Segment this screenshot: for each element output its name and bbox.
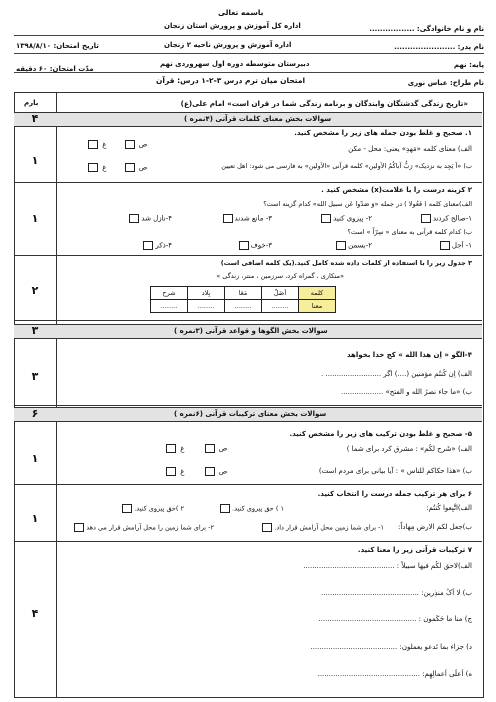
q6-a-option-1-checkbox[interactable] bbox=[220, 504, 230, 513]
q2-part-a: الف)معنای کلمه ( فَعُولا ) در جمله «وَ صَدّوا عَن سبیل الله» کدام گزینه است؟ bbox=[263, 200, 472, 208]
q7-part-a: الف)لاحق لکُم فیها سبیلاً : ......................................... bbox=[303, 562, 472, 570]
q2-b-option-4: ۴-ذکر bbox=[141, 241, 172, 250]
q6-title: ۶ برای هر ترکیب جمله درست را انتخاب کنید. bbox=[317, 490, 472, 498]
q1-b-false-checkbox[interactable] bbox=[88, 163, 98, 172]
row-divider bbox=[14, 405, 482, 406]
q4-part-b: ب) «ما جاء نصرُ الله و الفتح» ................... bbox=[340, 388, 472, 396]
q2-a-option-2-checkbox[interactable] bbox=[321, 214, 331, 223]
q5-b-true-checkbox[interactable] bbox=[205, 467, 215, 476]
q5-title: ۵- صحیح و غلط بودن ترکیب های زیر را مشخص کنید. bbox=[289, 430, 472, 438]
right-label: ص bbox=[138, 140, 148, 149]
org-line-1: اداره کل آموزش و پرورش استان زنجان bbox=[164, 22, 301, 30]
exam-duration: مدّت امتحان: ۶۰ دقیقه bbox=[16, 65, 94, 73]
table-answer-cell[interactable]: ........ bbox=[151, 300, 188, 313]
q2-score: ۱ bbox=[31, 212, 39, 225]
q5-a-true-checkbox[interactable] bbox=[205, 444, 215, 453]
q3-word-bank: «منکاری ، گمراه کرد، سرزمین ، منتر، زندگی » bbox=[216, 272, 344, 280]
q5-part-a: الف) «شَرح لکُم» : مشرق کرد برای شما ) bbox=[346, 445, 472, 453]
section-3-title: سوالات بخش معنای ترکیبات قرآنی (۶نمره ) bbox=[174, 410, 327, 418]
imam-ali-quote: «تاریخ زندگی گذشتگان وابندگان و برنامه زندگی شما در قران است» امام علی(ع) bbox=[180, 99, 468, 108]
row-divider bbox=[14, 320, 482, 321]
wrong-label: غ bbox=[180, 444, 185, 453]
org-line-2: اداره آموزش و پرورش ناحیه ۲ زنجان bbox=[164, 41, 292, 49]
q7-part-d: د) جزاء بما تَدعو یعملون: ....................................... bbox=[310, 643, 472, 651]
q1-part-a: الف) معنای کلمه «مَهدِ» یعنی: محل - مکن bbox=[348, 145, 472, 153]
section-1-title: سوالات بخش معنای کلمات قرآنی (۴نمره ) bbox=[184, 115, 332, 123]
bismillah: باسمه تعالی bbox=[218, 8, 264, 17]
table-row bbox=[151, 287, 336, 300]
q7-score: ۴ bbox=[31, 607, 39, 620]
q2-part-b: ب) کدام کلمه قرآنی به معنای « سِرّاً » است؟ bbox=[347, 228, 472, 236]
section-2-score: ۳ bbox=[31, 324, 39, 337]
table-cell: اَضَلّ bbox=[262, 287, 299, 300]
q2-a-option-2: ۲- پیروی کنید bbox=[319, 214, 372, 223]
q5-a-answers bbox=[164, 444, 227, 453]
q6-part-a: الف)اتَّبِعوا کُنتُم: bbox=[426, 504, 472, 512]
exam-title: امتحان میان ترم درس ۳-۲-۱ درس: قرآن bbox=[156, 76, 306, 85]
q6-a-option-2-checkbox[interactable] bbox=[122, 504, 132, 513]
wrong-label: غ bbox=[102, 163, 107, 172]
school-name: دبیرستان متوسطه دوره اول سهروردی نهم bbox=[160, 60, 310, 68]
q5-score: ۱ bbox=[31, 452, 39, 465]
q2-b-option-3-checkbox[interactable] bbox=[239, 241, 249, 250]
q5-a-false-checkbox[interactable] bbox=[166, 444, 176, 453]
q1-a-answers bbox=[86, 140, 147, 149]
table-answer-cell[interactable]: ........ bbox=[188, 300, 225, 313]
table-cell: کلمه bbox=[299, 287, 336, 300]
q1-b-true-checkbox[interactable] bbox=[125, 163, 135, 172]
q1-part-b: ب) «آ یَجِد به نزدیک» رَبُّ آباکُمُ الاَولین» کلمه قرآنی «الاَولین» به فارسی می شود: اهل تعیین bbox=[221, 162, 472, 170]
section-1-score: ۴ bbox=[31, 112, 39, 125]
q1-b-answers bbox=[86, 163, 147, 172]
q2-b-option-1-checkbox[interactable] bbox=[440, 241, 450, 250]
q5-part-b: ب) «هذا حكاكم للناس » : آیا بیانی برای مردم است) bbox=[318, 467, 472, 475]
q5-b-answers bbox=[164, 467, 227, 476]
table-cell: بِلاد bbox=[188, 287, 225, 300]
section-2-title: سوالات بخش الگوها و قواعد قرآنی (۳نمره ) bbox=[174, 327, 328, 335]
table-answer-cell[interactable]: ........ bbox=[262, 300, 299, 313]
table-cell: شرح bbox=[151, 287, 188, 300]
q2-a-option-4: ۴-نازل شد bbox=[127, 214, 172, 223]
grade-label: پایه: نهم bbox=[453, 61, 484, 69]
q1-a-true-checkbox[interactable] bbox=[125, 140, 135, 149]
row-divider bbox=[14, 484, 482, 485]
q6-b-option-1: ۱- برای شما زمین محل آرامش قرار داد. bbox=[260, 523, 384, 532]
exam-date: تاریخ امتحان: ۱۳۹۸/۸/۱۰ bbox=[16, 42, 99, 50]
q5-b-false-checkbox[interactable] bbox=[166, 467, 176, 476]
row-divider bbox=[14, 182, 482, 183]
q7-title: ۷ ترکیبات قرآنی زیر را معنا کنید. bbox=[357, 546, 472, 554]
q7-part-e: ه) اَعلَی اَعمالِهِم: .............................................. bbox=[317, 670, 472, 678]
q6-a-option-1: ۱ ) حق پیروی کنید. bbox=[218, 504, 284, 513]
q7-part-c: ج) منا ما حَکَمون : ............................................ bbox=[318, 615, 472, 623]
q7-part-b: ب) لا اَکُ منذِرین: ............................................ bbox=[321, 589, 472, 597]
header-rule-1 bbox=[14, 35, 484, 36]
q1-title: ۱. صحیح و غلط بودن جمله های زیر را مشخص کنید. bbox=[294, 129, 472, 137]
right-label: ص bbox=[218, 444, 228, 453]
q1-score: ۱ bbox=[31, 154, 39, 167]
q2-b-option-2: ۲-بسمن bbox=[334, 241, 372, 250]
q6-b-option-2: ۲- برای شما زمین را محل آرامش قرار می دهد bbox=[72, 523, 214, 532]
header-rule-2 bbox=[14, 53, 484, 54]
q4-title: ۴-الگو « اِن هذا الله » کج خدا بخواهد bbox=[347, 351, 472, 359]
table-row bbox=[151, 300, 336, 313]
q2-b-option-4-checkbox[interactable] bbox=[143, 241, 153, 250]
wrong-label: غ bbox=[102, 140, 107, 149]
section-3-score: ۶ bbox=[31, 407, 39, 420]
q2-a-option-4-checkbox[interactable] bbox=[129, 214, 139, 223]
q2-b-option-2-checkbox[interactable] bbox=[336, 241, 346, 250]
q2-b-option-1: ۱- اَجل bbox=[438, 241, 472, 250]
q3-title: ۳ جدول زیر را با استفاده از کلمات داده شده کامل کنید.(یک کلمه اضافی است) bbox=[220, 259, 472, 267]
q1-a-false-checkbox[interactable] bbox=[88, 140, 98, 149]
row-divider bbox=[14, 255, 482, 256]
q2-a-option-1-checkbox[interactable] bbox=[421, 214, 431, 223]
exam-sheet bbox=[14, 4, 484, 698]
q6-part-b: ب)جعل لکم الارض مِهاداً: bbox=[398, 523, 472, 531]
q6-score: ۱ bbox=[31, 512, 39, 525]
q2-a-option-1: ۱-صالح کردند bbox=[419, 214, 472, 223]
q2-a-option-3-checkbox[interactable] bbox=[223, 214, 233, 223]
header-rule-3 bbox=[14, 72, 484, 73]
wrong-label: غ bbox=[180, 467, 185, 476]
row-divider bbox=[14, 541, 482, 542]
q3-score: ۲ bbox=[31, 284, 39, 297]
father-name-field: نام پدر: ....................... bbox=[394, 43, 484, 51]
q6-b-option-1-checkbox[interactable] bbox=[262, 523, 272, 532]
q6-b-option-2-checkbox[interactable] bbox=[74, 523, 84, 532]
q3-table bbox=[150, 286, 336, 313]
q2-b-option-3: ۳-خوف bbox=[237, 241, 273, 250]
right-label: ص bbox=[138, 163, 148, 172]
table-cell: معنا bbox=[299, 300, 336, 313]
student-name-field: نام و نام خانوادگی: ................. bbox=[369, 25, 484, 33]
teacher-name: نام طراح: عباس نوری bbox=[407, 79, 484, 87]
q4-score: ۳ bbox=[31, 370, 39, 383]
right-label: ص bbox=[218, 467, 228, 476]
table-answer-cell[interactable]: ........ bbox=[225, 300, 262, 313]
table-cell: مَعَا bbox=[225, 287, 262, 300]
barem-header: بارم bbox=[24, 99, 39, 107]
q2-title: ۲ کزینه درست را با علامت(x) مشخص کنید . bbox=[321, 186, 472, 194]
q2-a-option-3: ۳- مانع شدند bbox=[221, 214, 272, 223]
q4-part-a: الف) اِن کُنتُم مؤمنین (....) اگر ......................... . bbox=[321, 370, 472, 378]
q6-a-option-2: ۲ )حق پیروی کنید. bbox=[120, 504, 184, 513]
